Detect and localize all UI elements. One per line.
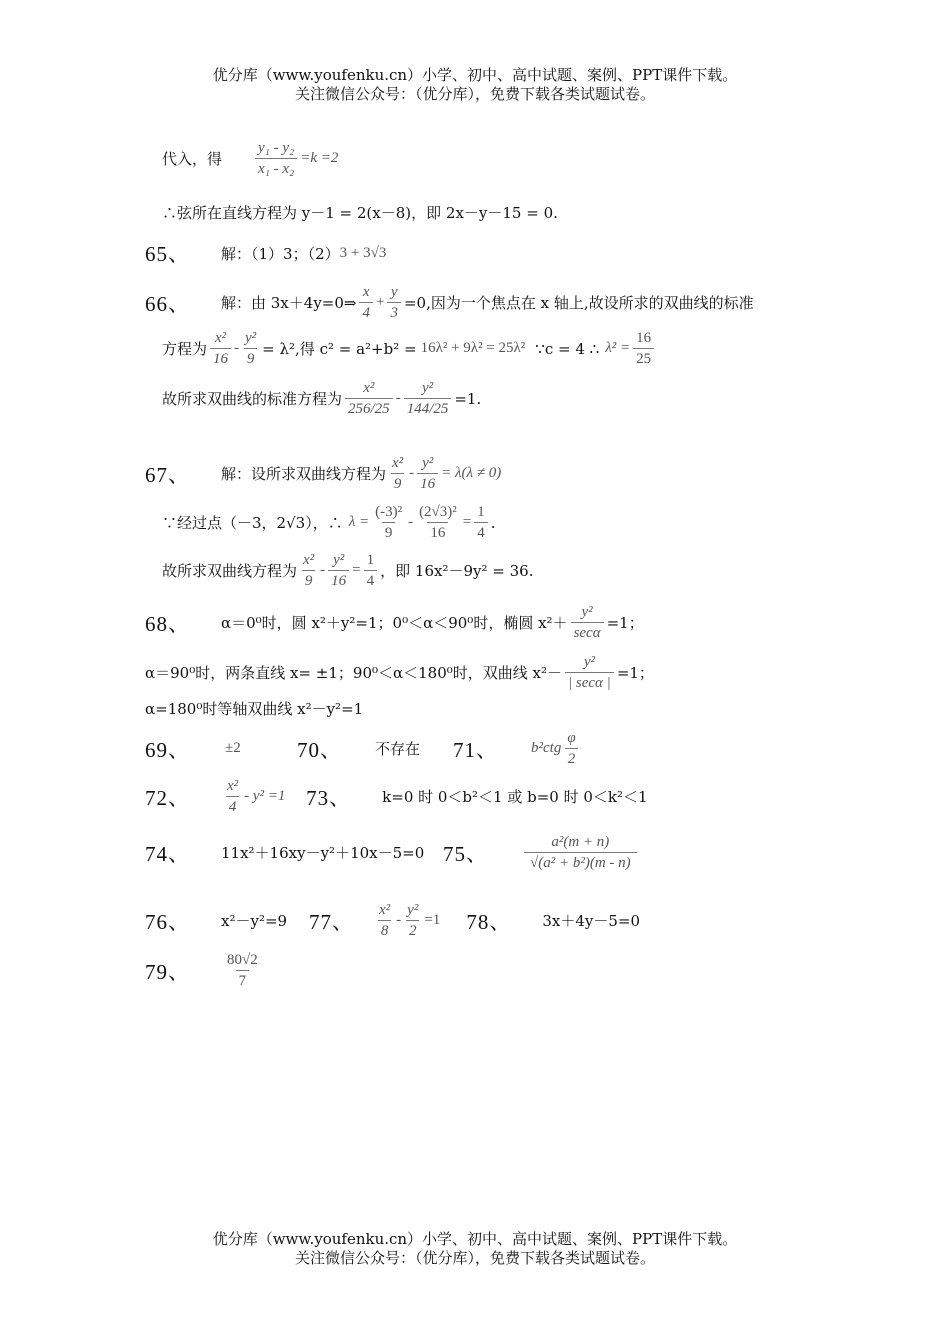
math-text: λ² =: [605, 340, 631, 356]
questions-76-78: 76、 x²－y²=9 77、 $\frac{\text{x²}}{8}$ - $\frac{\text{y²}}{2}$ =1 78、 3x＋4y－5=0: [145, 902, 640, 939]
question-68: [145, 602, 644, 643]
answer-text: α=180⁰时等轴双曲线 x²－y²=1: [145, 700, 364, 718]
fraction: $\frac{\text{y²}}{16}$: [328, 550, 349, 591]
fraction: $\frac{\text{y₁ - y₂}}{\text{x₁ - x₂}}$: [255, 138, 297, 179]
answer-text: ∵c = 4 ∴: [535, 339, 600, 358]
fraction: $\frac{\text{x²}}{9}$: [303, 552, 315, 589]
math-text: b²ctg: [531, 740, 562, 756]
answer-text: =1.: [454, 389, 482, 408]
fraction: $\frac{\text{(-3)²}}{9}$: [375, 504, 403, 541]
fraction: $\frac{\text{y²}}{| \sec\alpha |}$: [565, 652, 614, 693]
fraction: $\frac{80√2}{7}$: [227, 952, 258, 989]
answer-text: 11x²＋16xy－y²＋10x－5=0: [221, 844, 425, 862]
answer-text: k=0 时 0＜b²＜1 或 b=0 时 0＜k²＜1: [382, 788, 648, 806]
fraction: $\frac{\text{y²}}{144/25}$: [404, 378, 452, 419]
answer-text: ∵经过点（－3，2√3），∴: [162, 514, 343, 532]
footer-line-1: 优分库（www.youfenku.cn）小学、初中、高中试题、案例、PPT课件下载。: [212, 1230, 738, 1248]
question-66: 66、 解：由 3x＋4y=0⇒ $\frac{x}{4}$ + $\frac{y}{3}$ =0,因为一个焦点在 x 轴上,故设所求的双曲线的标准: [145, 284, 754, 321]
answer-text: α＝90⁰时，两条直线 x= ±1；90⁰＜α＜180⁰时，双曲线 x²－: [145, 664, 563, 682]
answer-text: =1；: [606, 614, 644, 632]
question-number: 66、: [145, 291, 190, 316]
line-chord: [162, 202, 558, 223]
questions-69-71: [145, 728, 582, 769]
header-line-1: 优分库（www.youfenku.cn）小学、初中、高中试题、案例、PPT课件下载。: [212, 66, 738, 84]
answer-text: 解：由 3x＋4y=0⇒: [221, 294, 357, 312]
fraction: $\frac{\text{x²}}{4}$: [227, 778, 239, 815]
question-number: 72、: [145, 785, 190, 810]
answer-text: 方程为: [162, 340, 208, 358]
question-number: 75、: [443, 841, 488, 866]
line-text: 代入，得: [162, 150, 223, 168]
line-text: ∴弦所在直线方程为 y－1 = 2(x－8)，即 2x－y－15 = 0.: [162, 204, 558, 222]
question-number: 67、: [145, 462, 190, 487]
question-67: 67、 解：设所求双曲线方程为 $\frac{\text{x²}}{9}$ - $\frac{\text{y²}}{16}$ = λ(λ ≠ 0): [145, 455, 502, 492]
question-number: 68、: [145, 611, 190, 636]
fraction: $\frac{\text{a²(m + n)}}{\text{√(a² + b²)(m - n)}}$: [524, 832, 637, 873]
math-text: =k =2: [300, 150, 339, 166]
math-text: = λ(λ ≠ 0): [441, 465, 502, 481]
fraction: $\frac{\text{y²}}{2}$: [407, 902, 419, 939]
fraction: $\frac{\text{y²}}{\sec\alpha}$: [571, 602, 604, 643]
question-65: [145, 238, 386, 268]
question-number: 71、: [453, 737, 498, 762]
fraction: $\frac{16}{25}$: [633, 328, 654, 369]
answer-text: 故所求双曲线方程为: [162, 562, 298, 580]
question-68-line-2: [145, 652, 654, 693]
math-text: 16λ² + 9λ² = 25λ²: [420, 340, 526, 356]
answer-text: ±2: [225, 740, 241, 756]
question-number: 79、: [145, 959, 190, 984]
fraction: $\frac{\text{y²}}{16}$: [417, 453, 438, 494]
math-text: =1: [424, 912, 441, 928]
footer-line-2: 关注微信公众号：（优分库），免费下载各类试题试卷。: [294, 1249, 655, 1267]
answer-text: 故所求双曲线的标准方程为: [162, 390, 343, 408]
answer-text: ，即 16x²－9y² = 36.: [380, 562, 534, 580]
answer-text: x²－y²=9: [221, 912, 288, 930]
answer-text: 不存在: [375, 740, 421, 758]
question-66-line-3: 故所求双曲线的标准方程为 $\frac{\text{x²}}{256/25}$ - $\frac{\text{y²}}{144/25}$ =1.: [162, 380, 482, 417]
questions-72-73: [145, 776, 648, 817]
fraction: $\frac{\text{x²}}{16}$: [210, 328, 231, 369]
fraction: $\frac{1}{4}$: [474, 502, 488, 543]
question-68-line-3: [145, 698, 363, 719]
question-number: 73、: [306, 785, 352, 810]
question-66-line-2: 方程为 $\frac{\text{x²}}{16}$ - $\frac{\text{y²}}{9}$ = λ²,得 c² = a²+b² = 16λ² + 9λ² = 25λ² ∵c = 4 ∴ λ² = $\frac{16}{25}$: [162, 328, 657, 369]
answer-text: 3x＋4y－5=0: [542, 912, 640, 930]
answer-text: = λ²,得 c² = a²+b² =: [262, 340, 417, 358]
fraction: $\frac{y}{3}$: [387, 282, 401, 323]
fraction: $\frac{\text{y²}}{9}$: [245, 330, 257, 367]
math-text: - y² =1: [244, 788, 286, 804]
question-number: 74、: [145, 841, 190, 866]
answer-text: α＝0⁰时，圆 x²＋y²=1；0⁰＜α＜90⁰时，椭圆 x²＋: [221, 614, 568, 632]
fraction: $\frac{x}{4}$: [359, 282, 373, 323]
question-number: 78、: [466, 909, 512, 934]
question-67-line-2: ∵经过点（－3，2√3），∴ λ = $\frac{\text{(-3)²}}{9}$ - $\frac{\text{(2√3)²}}{16}$ = $\frac{1}{4}$ .: [162, 504, 496, 541]
question-number: 70、: [297, 737, 342, 762]
line-substitute: [162, 138, 338, 179]
question-number: 65、: [145, 242, 190, 266]
fraction: $\frac{\varphi}{2}$: [564, 728, 578, 769]
questions-74-75: [145, 832, 640, 873]
question-number: 77、: [309, 909, 354, 934]
header-line-2: 关注微信公众号：（优分库），免费下载各类试题试卷。: [294, 85, 655, 103]
answer-text: =1；: [616, 664, 654, 682]
answer-text: =0,因为一个焦点在 x 轴上,故设所求的双曲线的标准: [403, 294, 754, 312]
question-number: 76、: [145, 909, 190, 934]
question-number: 69、: [145, 737, 190, 762]
fraction: $\frac{\text{x²}}{8}$: [379, 902, 391, 939]
question-67-line-3: 故所求双曲线方程为 $\frac{\text{x²}}{9}$ - $\frac{\text{y²}}{16}$ = $\frac{1}{4}$ ，即 16x²－9y² = 36.: [162, 552, 534, 589]
fraction: $\frac{1}{4}$: [364, 550, 378, 591]
question-79: [145, 950, 264, 991]
answer-text: 解：（1）3；（2）: [221, 244, 340, 263]
fraction: $\frac{\text{x²}}{9}$: [392, 455, 404, 492]
math-text: 3 + 3√3: [339, 244, 387, 261]
fraction: $\frac{\text{x²}}{256/25}$: [345, 378, 393, 419]
fraction: $\frac{\text{(2√3)²}}{16}$: [419, 504, 457, 541]
answer-text: 解：设所求双曲线方程为: [221, 465, 387, 483]
